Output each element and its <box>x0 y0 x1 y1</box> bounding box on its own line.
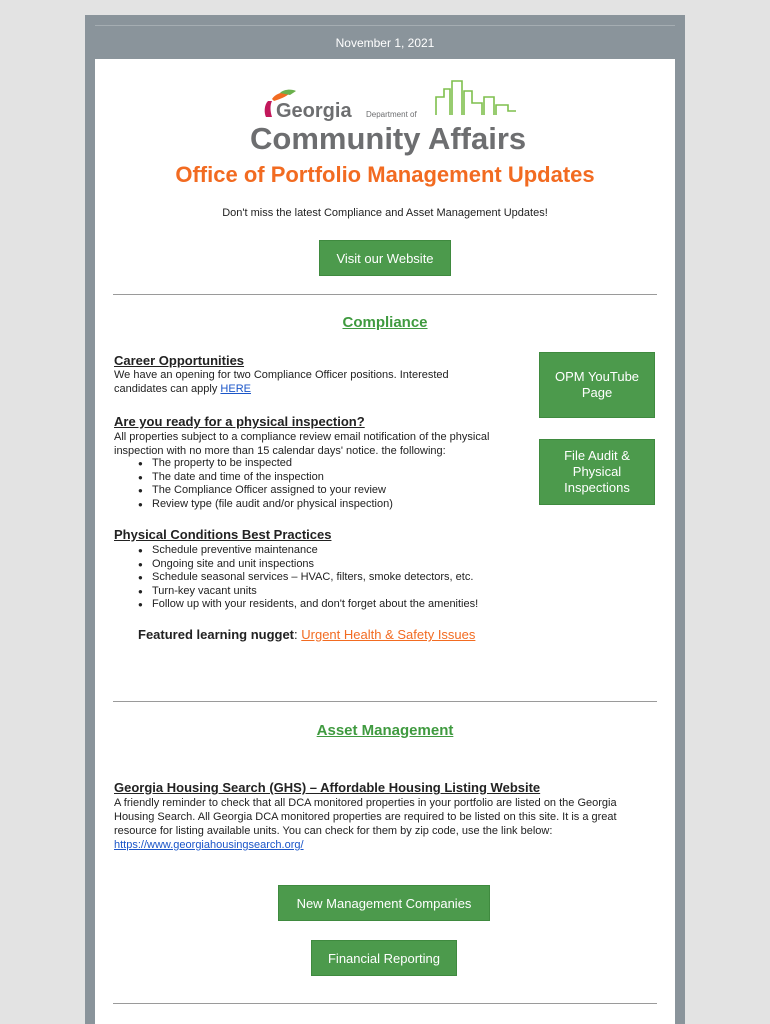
nugget-separator: : <box>294 627 302 642</box>
nugget-label: Featured learning nugget <box>138 627 295 642</box>
list-item: ● Schedule seasonal services – HVAC, filters, smoke detectors, etc. <box>138 571 558 585</box>
list-item: ● The Compliance Officer assigned to your review <box>138 484 518 498</box>
ghs-body: A friendly reminder to check that all DCA monitored properties in your portfolio are listed on the Georgia Housing Search. All Georgia DCA monitored properties are required to be listed on this site. It is a great resource for listing available units. You can check for them by zip code, use the link below: <box>114 797 617 837</box>
practices-heading: Physical Conditions Best Practices <box>114 527 332 542</box>
list-item: ● The date and time of the inspection <box>138 471 518 485</box>
opm-youtube-button[interactable]: OPM YouTube Page <box>539 352 655 418</box>
practices-list <box>138 544 558 612</box>
list-item: ● Ongoing site and unit inspections <box>138 558 558 572</box>
visit-website-button[interactable]: Visit our Website <box>319 240 451 276</box>
asset-heading[interactable]: Asset Management <box>316 722 454 739</box>
apply-here-link[interactable]: HERE <box>220 383 251 395</box>
file-audit-button[interactable]: File Audit & Physical Inspections <box>539 439 655 505</box>
inspection-heading: Are you ready for a physical inspection? <box>114 414 365 429</box>
compliance-heading[interactable]: Compliance <box>342 314 428 331</box>
ghs-heading: Georgia Housing Search (GHS) – Affordable Housing Listing Website <box>114 780 541 795</box>
list-item: ● Schedule preventive maintenance <box>138 544 558 558</box>
ghs-text <box>114 796 650 852</box>
financial-reporting-button[interactable]: Financial Reporting <box>311 940 457 976</box>
date-bar <box>95 25 675 60</box>
email-card <box>95 59 675 1024</box>
dca-logo[interactable] <box>250 75 530 161</box>
divider <box>113 701 657 702</box>
logo-name: Community Affairs <box>250 121 527 156</box>
career-text <box>114 368 474 396</box>
inspection-list <box>138 457 518 511</box>
email-frame <box>85 15 685 1024</box>
list-item: ● Follow up with your residents, and don't forget about the amenities! <box>138 598 558 612</box>
newsletter-subtitle: Don't miss the latest Compliance and Asset Management Updates! <box>222 207 548 219</box>
divider <box>113 294 657 295</box>
ghs-link[interactable]: https://www.georgiahousingsearch.org/ <box>114 839 304 851</box>
list-item: ● Turn-key vacant units <box>138 585 558 599</box>
newsletter-title: Office of Portfolio Management Updates <box>175 162 595 187</box>
list-item: ● Review type (file audit and/or physical inspection) <box>138 498 518 512</box>
career-body: We have an opening for two Compliance Officer positions. Interested candidates can apply <box>114 369 449 395</box>
dca-logo-graphic <box>250 75 530 161</box>
logo-dept: Department of <box>366 110 417 119</box>
logo-brand: Georgia <box>276 100 352 122</box>
health-safety-link[interactable]: Urgent Health & Safety Issues <box>301 627 476 642</box>
learning-nugget <box>138 627 475 642</box>
divider <box>113 1003 657 1004</box>
career-heading: Career Opportunities <box>114 353 245 368</box>
issue-date: November 1, 2021 <box>335 36 435 50</box>
inspection-text: All properties subject to a compliance review email notification of the physical inspection with no more than 15 calendar days' notice. the following: <box>114 431 490 457</box>
list-item: ● The property to be inspected <box>138 457 518 471</box>
new-management-button[interactable]: New Management Companies <box>278 885 490 921</box>
